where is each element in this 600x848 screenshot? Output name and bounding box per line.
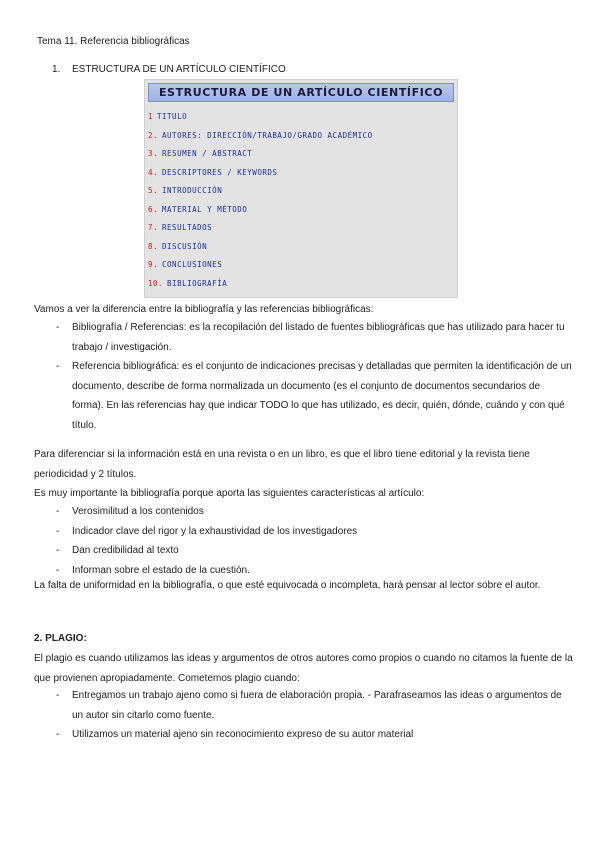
- figure-item-number: 2.: [148, 130, 159, 140]
- figure-item: [148, 201, 373, 220]
- list-item: - Referencia bibliográfica: es el conjunto de indicaciones precisas y detalladas que permiten la identificación de un documento, describe de forma normalizada un documento (es el conjunto de documentos secundarios de forma). En las referencias hay que indicar TODO lo que has utilizado, es decir, quién, dónde, cuándo y con qué título.: [34, 357, 572, 435]
- figure-item-number: 4.: [148, 167, 159, 177]
- figure-item-number: 5.: [148, 186, 159, 195]
- section-2-title: 2. PLAGIO:: [34, 633, 87, 644]
- list-item: - Informan sobre el estado de la cuestión.: [34, 561, 572, 581]
- figure-item-number: 8.: [148, 241, 159, 251]
- characteristics-list: [34, 502, 572, 580]
- figure-item-number: 10.: [148, 278, 164, 288]
- figure-item: [148, 164, 373, 183]
- figure-item-label: DESCRIPTORES / KEYWORDS: [162, 167, 278, 177]
- figure-item-number: 6.: [148, 204, 159, 214]
- section-1-heading: [52, 64, 286, 75]
- list-item: - Utilizamos un material ajeno sin reconocimiento expreso de su autor material: [34, 725, 572, 745]
- figure-item-number: 9.: [148, 260, 159, 269]
- list-item: - Verosimilitud a los contenidos: [34, 502, 572, 522]
- figure-item-label: MATERIAL Y MÉTODO: [162, 204, 248, 214]
- figure-item: [148, 127, 373, 146]
- definitions-list: [34, 318, 572, 435]
- figure-item: [148, 219, 373, 238]
- section-1-number: 1.: [52, 64, 61, 75]
- figure-item-label: BIBLIOGRAFÍA: [167, 278, 228, 288]
- article-structure-figure: [144, 79, 458, 298]
- figure-item-number: 7.: [148, 223, 159, 232]
- figure-item-label: TITULO: [157, 112, 188, 121]
- figure-item-label: CONCLUSIONES: [162, 260, 223, 269]
- figure-item-label: DISCUSIÓN: [162, 241, 208, 251]
- figure-item: [148, 238, 373, 257]
- figure-item-label: RESULTADOS: [162, 223, 213, 232]
- plagio-paragraph: El plagio es cuando utilizamos las ideas y argumentos de otros autores como propios o cuando no citamos la fuente de la que provienen apropiadamente. Cometemos plagio cuando:: [34, 653, 573, 684]
- list-item: - Bibliografía / Referencias: es la recopilación del listado de fuentes bibliográficas que has utilizado para hacer tu trabajo / investigación.: [34, 318, 572, 357]
- figure-item-label: AUTORES: DIRECCIÓN/TRABAJO/GRADO ACADÉMICO: [162, 130, 373, 140]
- intro-paragraph: Vamos a ver la diferencia entre la bibliografía y las referencias bibliográficas:: [34, 304, 374, 315]
- uniformity-paragraph: La falta de uniformidad en la bibliografía, o que esté equivocada o incompleta, hará pensar al lector sobre el autor.: [34, 580, 541, 591]
- figure-item: [148, 275, 373, 294]
- section-1-title: ESTRUCTURA DE UN ARTÍCULO CIENTÍFICO: [72, 64, 286, 75]
- list-item: - Indicador clave del rigor y la exhaustividad de los investigadores: [34, 522, 572, 542]
- figure-item-number: 1: [148, 112, 154, 121]
- list-item: - Entregamos un trabajo ajeno como si fuera de elaboración propia. - Parafraseamos las ideas o argumentos de un autor sin citarlo como fuente.: [34, 686, 572, 725]
- figure-list: [148, 108, 373, 293]
- importance-paragraph: Es muy importante la bibliografía porque aporta las siguientes características al artículo:: [34, 488, 425, 499]
- list-item: - Dan credibilidad al texto: [34, 541, 572, 561]
- figure-item-label: RESUMEN / ABSTRACT: [162, 149, 253, 158]
- figure-item: [148, 182, 373, 201]
- difference-paragraph: Para diferenciar si la información está en una revista o en un libro, es que el libro tiene editorial y la revista tiene periodicidad y 2 títulos.: [34, 449, 530, 480]
- figure-item: [148, 145, 373, 164]
- plagio-list: [34, 686, 572, 745]
- figure-item: [148, 256, 373, 275]
- page-title: Tema 11. Referencia bibliográficas: [37, 36, 190, 47]
- figure-item-label: INTRODUCCIÓN: [162, 186, 223, 195]
- figure-title: ESTRUCTURA DE UN ARTÍCULO CIENTÍFICO: [148, 83, 454, 102]
- figure-item: [148, 108, 373, 127]
- figure-item-number: 3.: [148, 149, 159, 158]
